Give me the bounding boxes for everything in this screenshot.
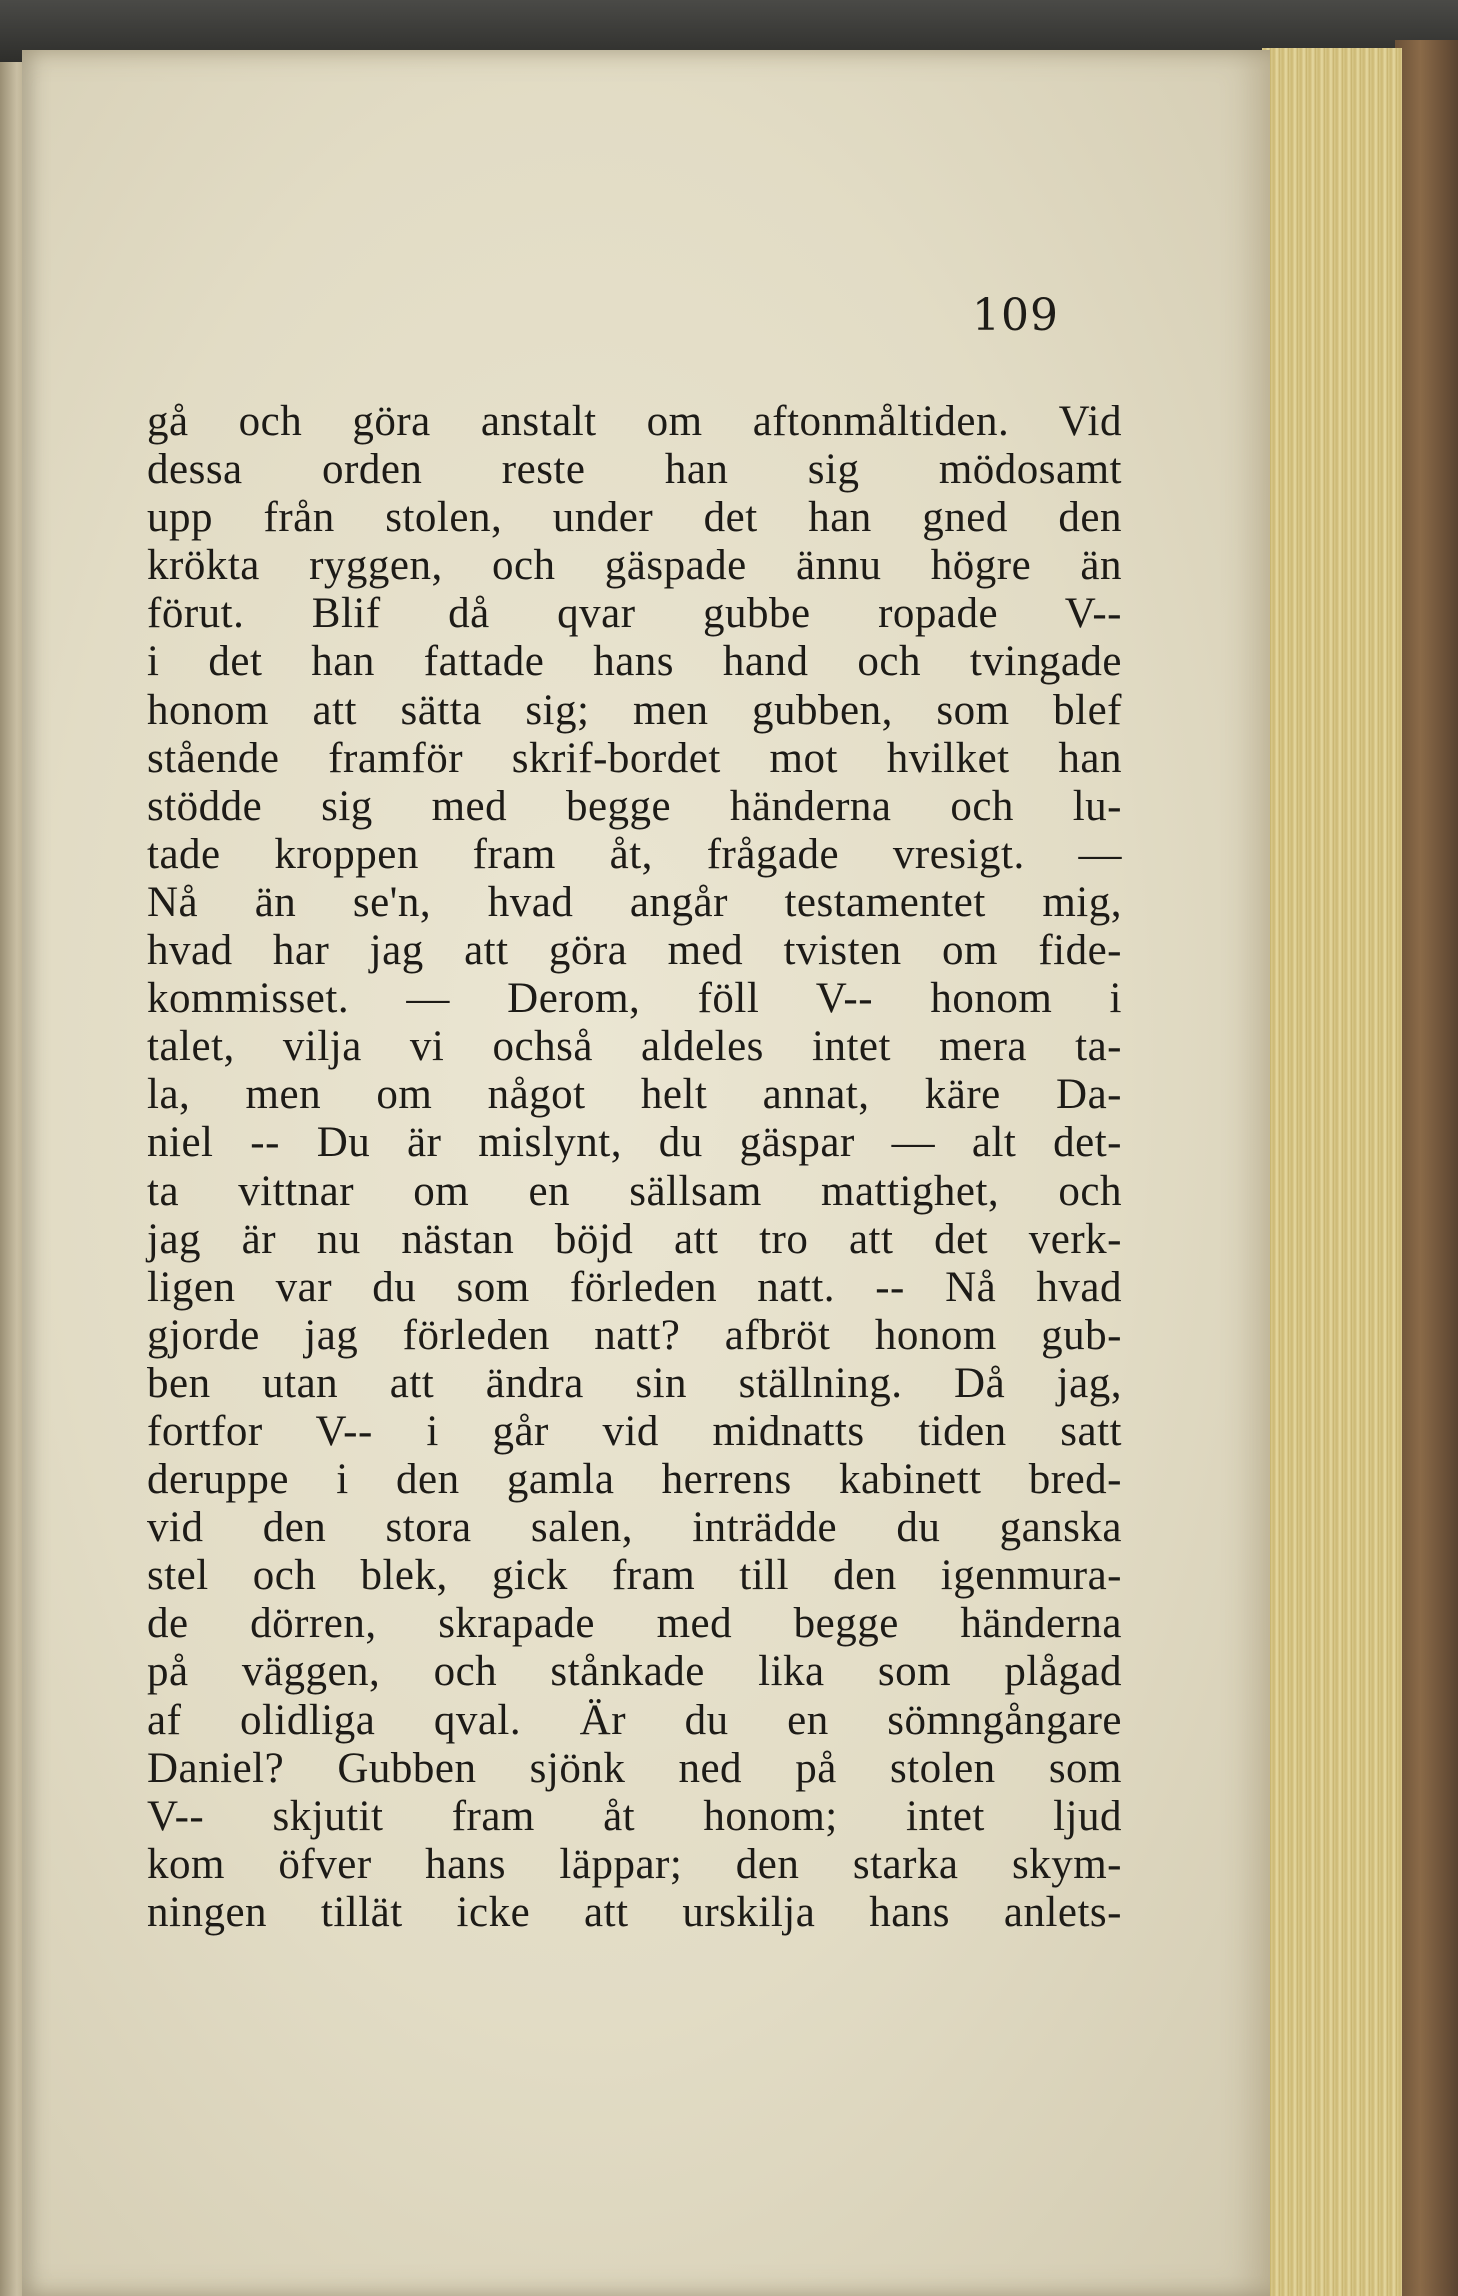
text-line: kommisset. — Derom, föll V-- honom i xyxy=(147,975,1122,1023)
text-line: Nå än se'n, hvad angår testamentet mig, xyxy=(147,878,1122,926)
text-line: jag är nu nästan böjd att tro att det verk- xyxy=(147,1215,1122,1263)
text-line: tade kroppen fram åt, frågade vresigt. — xyxy=(147,830,1122,878)
text-line: ningen tillät icke att urskilja hans anlets- xyxy=(147,1888,1122,1936)
book-page xyxy=(22,50,1270,2296)
text-line: stel och blek, gick fram till den igenmura- xyxy=(147,1552,1122,1600)
text-line: krökta ryggen, och gäspade ännu högre än xyxy=(147,542,1122,590)
text-line: i det han fattade hans hand och tvingade xyxy=(147,638,1122,686)
text-line: honom att sätta sig; men gubben, som blef xyxy=(147,686,1122,734)
text-line: gå och göra anstalt om aftonmåltiden. Vid xyxy=(147,398,1122,445)
text-line: vid den stora salen, inträdde du ganska xyxy=(147,1504,1122,1552)
text-line: ligen var du som förleden natt. -- Nå hvad xyxy=(147,1263,1122,1311)
page-edges xyxy=(1262,48,1402,2296)
text-line: förut. Blif då qvar gubbe ropade V-- xyxy=(147,590,1122,638)
text-line: la, men om något helt annat, käre Da- xyxy=(147,1071,1122,1119)
book-cover-right xyxy=(1395,40,1458,2296)
text-line: niel -- Du är mislynt, du gäspar — alt det- xyxy=(147,1119,1122,1167)
text-line: på väggen, och stånkade lika som plågad xyxy=(147,1648,1122,1696)
page-number: 109 xyxy=(972,290,1059,341)
text-line: stödde sig med begge händerna och lu- xyxy=(147,782,1122,830)
text-line: gjorde jag förleden natt? afbröt honom gub- xyxy=(147,1311,1122,1359)
text-line: V-- skjutit fram åt honom; intet ljud xyxy=(147,1792,1122,1840)
text-line: stående framför skrif-bordet mot hvilket han xyxy=(147,734,1122,782)
text-line: ta vittnar om en sällsam mattighet, och xyxy=(147,1167,1122,1215)
text-line: ben utan att ändra sin ställning. Då jag, xyxy=(147,1359,1122,1407)
text-line: upp från stolen, under det han gned den xyxy=(147,494,1122,542)
text-line: de dörren, skrapade med begge händerna xyxy=(147,1600,1122,1648)
text-line: kom öfver hans läppar; den starka skym- xyxy=(147,1840,1122,1888)
text-line: fortfor V-- i går vid midnatts tiden satt xyxy=(147,1407,1122,1455)
text-line: af olidliga qval. Är du en sömngångare xyxy=(147,1696,1122,1744)
text-line: talet, vilja vi ochså aldeles intet mera ta- xyxy=(147,1023,1122,1071)
body-text xyxy=(147,398,1122,1937)
text-line: Daniel? Gubben sjönk ned på stolen som xyxy=(147,1744,1122,1792)
text-line: dessa orden reste han sig mödosamt xyxy=(147,446,1122,494)
text-line: hvad har jag att göra med tvisten om fide- xyxy=(147,927,1122,975)
text-line: deruppe i den gamla herrens kabinett bred- xyxy=(147,1456,1122,1504)
